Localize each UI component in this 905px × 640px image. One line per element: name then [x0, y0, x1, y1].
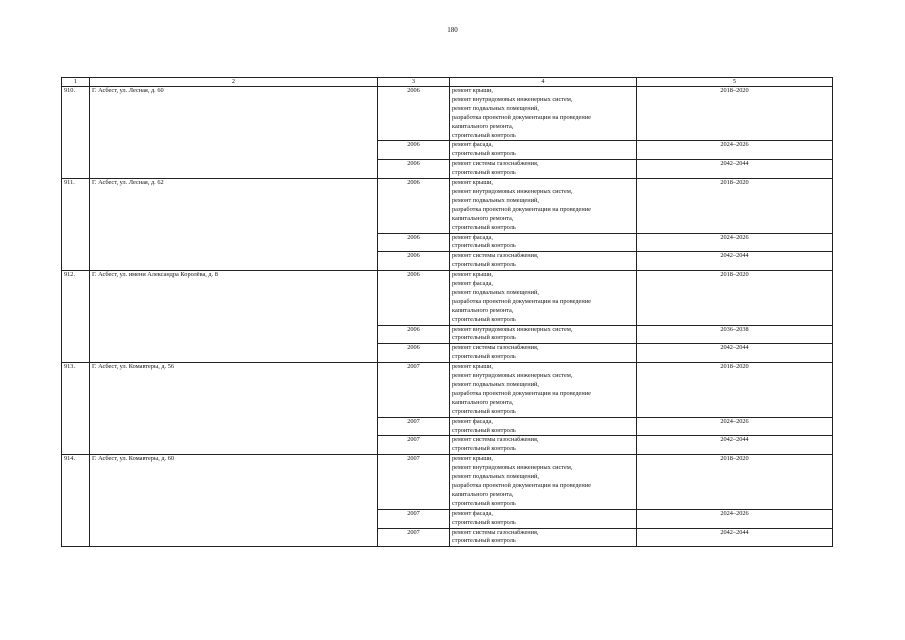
period-cell: 2042–2044	[637, 528, 833, 547]
year-cell: 2007	[378, 363, 450, 417]
building-address: Г. Асбест, ул. Лесная, д. 60	[90, 87, 378, 179]
column-header: 1	[62, 78, 90, 87]
works-cell: ремонт крыши, ремонт внутридомовых инженерных систем, ремонт подвальных помещений, разработка проектной документации на проведение капитального ремонта, строительный контроль	[450, 87, 637, 141]
entry-number: 913.	[62, 363, 90, 455]
column-header: 2	[90, 78, 378, 87]
works-cell: ремонт системы газоснабжения, строительный контроль	[450, 436, 637, 455]
works-cell: ремонт крыши, ремонт внутридомовых инженерных систем, ремонт подвальных помещений, разработка проектной документации на проведение капитального ремонта, строительный контроль	[450, 455, 637, 509]
building-address: Г. Асбест, ул. Лесная, д. 62	[90, 179, 378, 271]
entry-number: 914.	[62, 455, 90, 547]
works-cell: ремонт системы газоснабжения, строительный контроль	[450, 160, 637, 179]
period-cell: 2024–2026	[637, 417, 833, 436]
building-address: Г. Асбест, ул. Комавтеры, д. 60	[90, 455, 378, 547]
year-cell: 2006	[378, 271, 450, 325]
works-cell: ремонт крыши, ремонт внутридомовых инженерных систем, ремонт подвальных помещений, разработка проектной документации на проведение капитального ремонта, строительный контроль	[450, 179, 637, 233]
works-cell: ремонт системы газоснабжения, строительный контроль	[450, 344, 637, 363]
works-cell: ремонт крыши, ремонт внутридомовых инженерных систем, ремонт подвальных помещений, разработка проектной документации на проведение капитального ремонта, строительный контроль	[450, 363, 637, 417]
building-address: Г. Асбест, ул. Комавтеры, д. 56	[90, 363, 378, 455]
period-cell: 2042–2044	[637, 344, 833, 363]
year-cell: 2006	[378, 179, 450, 233]
works-cell: ремонт системы газоснабжения, строительный контроль	[450, 252, 637, 271]
year-cell: 2006	[378, 160, 450, 179]
works-cell: ремонт фасада, строительный контроль	[450, 141, 637, 160]
period-cell: 2042–2044	[637, 252, 833, 271]
year-cell: 2007	[378, 528, 450, 547]
works-cell: ремонт фасада, строительный контроль	[450, 417, 637, 436]
works-cell: ремонт системы газоснабжения, строительный контроль	[450, 528, 637, 547]
entry-number: 912.	[62, 271, 90, 363]
period-cell: 2042–2044	[637, 436, 833, 455]
period-cell: 2018–2020	[637, 271, 833, 325]
year-cell: 2006	[378, 87, 450, 141]
period-cell: 2042–2044	[637, 160, 833, 179]
period-cell: 2036–2038	[637, 325, 833, 344]
table-row	[62, 363, 833, 417]
column-header: 3	[378, 78, 450, 87]
year-cell: 2006	[378, 252, 450, 271]
works-cell: ремонт внутридомовых инженерных систем, строительный контроль	[450, 325, 637, 344]
column-header: 5	[637, 78, 833, 87]
year-cell: 2007	[378, 509, 450, 528]
period-cell: 2024–2026	[637, 141, 833, 160]
year-cell: 2006	[378, 233, 450, 252]
works-cell: ремонт фасада, строительный контроль	[450, 233, 637, 252]
building-address: Г. Асбест, ул. имени Александра Королёва, д. 8	[90, 271, 378, 363]
period-cell: 2024–2026	[637, 509, 833, 528]
period-cell: 2018–2020	[637, 87, 833, 141]
period-cell: 2024–2026	[637, 233, 833, 252]
year-cell: 2007	[378, 417, 450, 436]
year-cell: 2007	[378, 455, 450, 509]
period-cell: 2018–2020	[637, 179, 833, 233]
page-number: 180	[447, 26, 458, 34]
table-row	[62, 87, 833, 141]
table-row	[62, 455, 833, 509]
column-number-row	[62, 78, 833, 87]
period-cell: 2018–2020	[637, 363, 833, 417]
year-cell: 2006	[378, 344, 450, 363]
table-row	[62, 271, 833, 325]
period-cell: 2018–2020	[637, 455, 833, 509]
column-header: 4	[450, 78, 637, 87]
entry-number: 911.	[62, 179, 90, 271]
works-cell: ремонт фасада, строительный контроль	[450, 509, 637, 528]
repair-schedule-table	[61, 77, 833, 547]
year-cell: 2006	[378, 141, 450, 160]
works-cell: ремонт крыши, ремонт фасада, ремонт подвальных помещений, разработка проектной документации на проведение капитального ремонта, строительный контроль	[450, 271, 637, 325]
entry-number: 910.	[62, 87, 90, 179]
year-cell: 2007	[378, 436, 450, 455]
year-cell: 2006	[378, 325, 450, 344]
table-row	[62, 179, 833, 233]
